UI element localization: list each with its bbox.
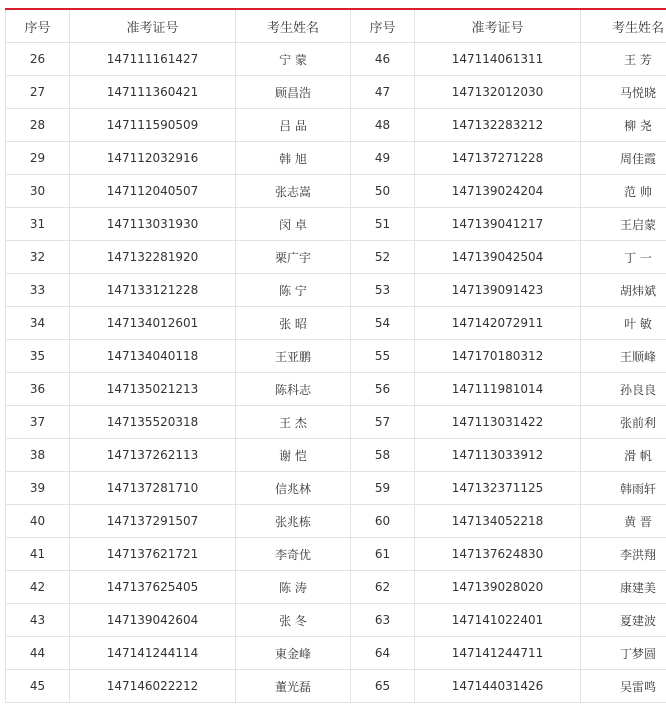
- name-cell: 夏建波: [581, 604, 666, 637]
- seq-cell: 61: [351, 538, 415, 571]
- name-cell: 周佳霞: [581, 142, 666, 175]
- seq-cell: 63: [351, 604, 415, 637]
- name-cell: 叶 敏: [581, 307, 666, 340]
- table-row: [6, 340, 666, 373]
- seq-cell: 64: [351, 637, 415, 670]
- seq-cell: 48: [351, 109, 415, 142]
- exam-id-cell: 147113031930: [70, 208, 236, 241]
- exam-id-cell: 147111981014: [415, 373, 581, 406]
- seq-cell: 50: [351, 175, 415, 208]
- exam-id-cell: 147142072911: [415, 307, 581, 340]
- name-cell: 张 冬: [236, 604, 351, 637]
- exam-id-cell: 147113033912: [415, 439, 581, 472]
- table-row: [6, 406, 666, 439]
- name-cell: 孙良良: [581, 373, 666, 406]
- table-row: [6, 274, 666, 307]
- name-cell: 韩 旭: [236, 142, 351, 175]
- seq-cell: 46: [351, 43, 415, 76]
- table-row: [6, 373, 666, 406]
- header-row: [6, 9, 666, 43]
- table-row: [6, 241, 666, 274]
- header-name-2: 考生姓名: [581, 9, 666, 43]
- exam-id-cell: 147132012030: [415, 76, 581, 109]
- name-cell: 张兆栋: [236, 505, 351, 538]
- table-row: [6, 604, 666, 637]
- seq-cell: 41: [6, 538, 70, 571]
- name-cell: 陈 宁: [236, 274, 351, 307]
- name-cell: 李奇优: [236, 538, 351, 571]
- seq-cell: 37: [6, 406, 70, 439]
- table-row: [6, 142, 666, 175]
- name-cell: 丁梦圆: [581, 637, 666, 670]
- seq-cell: 58: [351, 439, 415, 472]
- seq-cell: 62: [351, 571, 415, 604]
- exam-id-cell: 147137621721: [70, 538, 236, 571]
- name-cell: 黄 晋: [581, 505, 666, 538]
- name-cell: 康建美: [581, 571, 666, 604]
- exam-id-cell: 147137281710: [70, 472, 236, 505]
- header-seq-2: 序号: [351, 9, 415, 43]
- seq-cell: 27: [6, 76, 70, 109]
- name-cell: 宁 蒙: [236, 43, 351, 76]
- name-cell: 王顺峰: [581, 340, 666, 373]
- exam-id-cell: 147135021213: [70, 373, 236, 406]
- name-cell: 信兆林: [236, 472, 351, 505]
- exam-id-cell: 147134040118: [70, 340, 236, 373]
- exam-id-cell: 147113031422: [415, 406, 581, 439]
- exam-id-cell: 147111360421: [70, 76, 236, 109]
- seq-cell: 43: [6, 604, 70, 637]
- name-cell: 顾昌浩: [236, 76, 351, 109]
- exam-id-cell: 147144031426: [415, 670, 581, 703]
- exam-id-cell: 147137262113: [70, 439, 236, 472]
- name-cell: 王 杰: [236, 406, 351, 439]
- exam-id-cell: 147139028020: [415, 571, 581, 604]
- header-name: 考生姓名: [236, 9, 351, 43]
- seq-cell: 36: [6, 373, 70, 406]
- seq-cell: 29: [6, 142, 70, 175]
- name-cell: 王亚鹏: [236, 340, 351, 373]
- exam-id-cell: 147111161427: [70, 43, 236, 76]
- exam-id-cell: 147137625405: [70, 571, 236, 604]
- header-exam-id: 准考证号: [70, 9, 236, 43]
- exam-id-cell: 147132281920: [70, 241, 236, 274]
- table-row: [6, 175, 666, 208]
- table-row: [6, 505, 666, 538]
- name-cell: 滑 帆: [581, 439, 666, 472]
- name-cell: 吴雷鸣: [581, 670, 666, 703]
- seq-cell: 35: [6, 340, 70, 373]
- table-row: [6, 571, 666, 604]
- name-cell: 张 昭: [236, 307, 351, 340]
- seq-cell: 53: [351, 274, 415, 307]
- seq-cell: 32: [6, 241, 70, 274]
- exam-id-cell: 147137271228: [415, 142, 581, 175]
- name-cell: 胡炜斌: [581, 274, 666, 307]
- candidate-table: [5, 8, 666, 703]
- seq-cell: 28: [6, 109, 70, 142]
- name-cell: 范 帅: [581, 175, 666, 208]
- exam-id-cell: 147111590509: [70, 109, 236, 142]
- table-row: [6, 637, 666, 670]
- exam-id-cell: 147132371125: [415, 472, 581, 505]
- table-row: [6, 439, 666, 472]
- exam-id-cell: 147139041217: [415, 208, 581, 241]
- exam-id-cell: 147139024204: [415, 175, 581, 208]
- seq-cell: 54: [351, 307, 415, 340]
- seq-cell: 65: [351, 670, 415, 703]
- exam-id-cell: 147139042604: [70, 604, 236, 637]
- seq-cell: 49: [351, 142, 415, 175]
- name-cell: 董光磊: [236, 670, 351, 703]
- name-cell: 李洪翔: [581, 538, 666, 571]
- table-row: [6, 208, 666, 241]
- exam-id-cell: 147112040507: [70, 175, 236, 208]
- name-cell: 柳 尧: [581, 109, 666, 142]
- exam-id-cell: 147141244711: [415, 637, 581, 670]
- table-row: [6, 538, 666, 571]
- exam-id-cell: 147132283212: [415, 109, 581, 142]
- table-row: [6, 670, 666, 703]
- exam-id-cell: 147137624830: [415, 538, 581, 571]
- name-cell: 谢 恺: [236, 439, 351, 472]
- table-body: [6, 43, 666, 703]
- seq-cell: 38: [6, 439, 70, 472]
- exam-id-cell: 147141244114: [70, 637, 236, 670]
- table-header: [6, 9, 666, 43]
- exam-id-cell: 147137291507: [70, 505, 236, 538]
- name-cell: 陈 涛: [236, 571, 351, 604]
- name-cell: 闵 卓: [236, 208, 351, 241]
- name-cell: 韩雨轩: [581, 472, 666, 505]
- seq-cell: 47: [351, 76, 415, 109]
- exam-id-cell: 147134052218: [415, 505, 581, 538]
- exam-id-cell: 147141022401: [415, 604, 581, 637]
- name-cell: 张志嵩: [236, 175, 351, 208]
- exam-id-cell: 147112032916: [70, 142, 236, 175]
- name-cell: 王 芳: [581, 43, 666, 76]
- seq-cell: 30: [6, 175, 70, 208]
- table-row: [6, 307, 666, 340]
- exam-id-cell: 147139042504: [415, 241, 581, 274]
- exam-id-cell: 147134012601: [70, 307, 236, 340]
- name-cell: 张前利: [581, 406, 666, 439]
- seq-cell: 33: [6, 274, 70, 307]
- exam-id-cell: 147146022212: [70, 670, 236, 703]
- name-cell: 陈科志: [236, 373, 351, 406]
- header-seq: 序号: [6, 9, 70, 43]
- name-cell: 丁 一: [581, 241, 666, 274]
- seq-cell: 52: [351, 241, 415, 274]
- table-row: [6, 472, 666, 505]
- seq-cell: 55: [351, 340, 415, 373]
- exam-id-cell: 147135520318: [70, 406, 236, 439]
- table-row: [6, 43, 666, 76]
- table-row: [6, 109, 666, 142]
- seq-cell: 56: [351, 373, 415, 406]
- seq-cell: 57: [351, 406, 415, 439]
- name-cell: 王启蒙: [581, 208, 666, 241]
- seq-cell: 34: [6, 307, 70, 340]
- seq-cell: 44: [6, 637, 70, 670]
- table-row: [6, 76, 666, 109]
- seq-cell: 59: [351, 472, 415, 505]
- seq-cell: 40: [6, 505, 70, 538]
- exam-id-cell: 147133121228: [70, 274, 236, 307]
- exam-id-cell: 147170180312: [415, 340, 581, 373]
- seq-cell: 42: [6, 571, 70, 604]
- seq-cell: 26: [6, 43, 70, 76]
- seq-cell: 39: [6, 472, 70, 505]
- name-cell: 马悦晓: [581, 76, 666, 109]
- admission-list: [5, 8, 664, 703]
- name-cell: 東金峰: [236, 637, 351, 670]
- exam-id-cell: 147114061311: [415, 43, 581, 76]
- name-cell: 吕 品: [236, 109, 351, 142]
- name-cell: 栗广宇: [236, 241, 351, 274]
- seq-cell: 60: [351, 505, 415, 538]
- seq-cell: 51: [351, 208, 415, 241]
- exam-id-cell: 147139091423: [415, 274, 581, 307]
- seq-cell: 31: [6, 208, 70, 241]
- header-exam-id-2: 准考证号: [415, 9, 581, 43]
- seq-cell: 45: [6, 670, 70, 703]
